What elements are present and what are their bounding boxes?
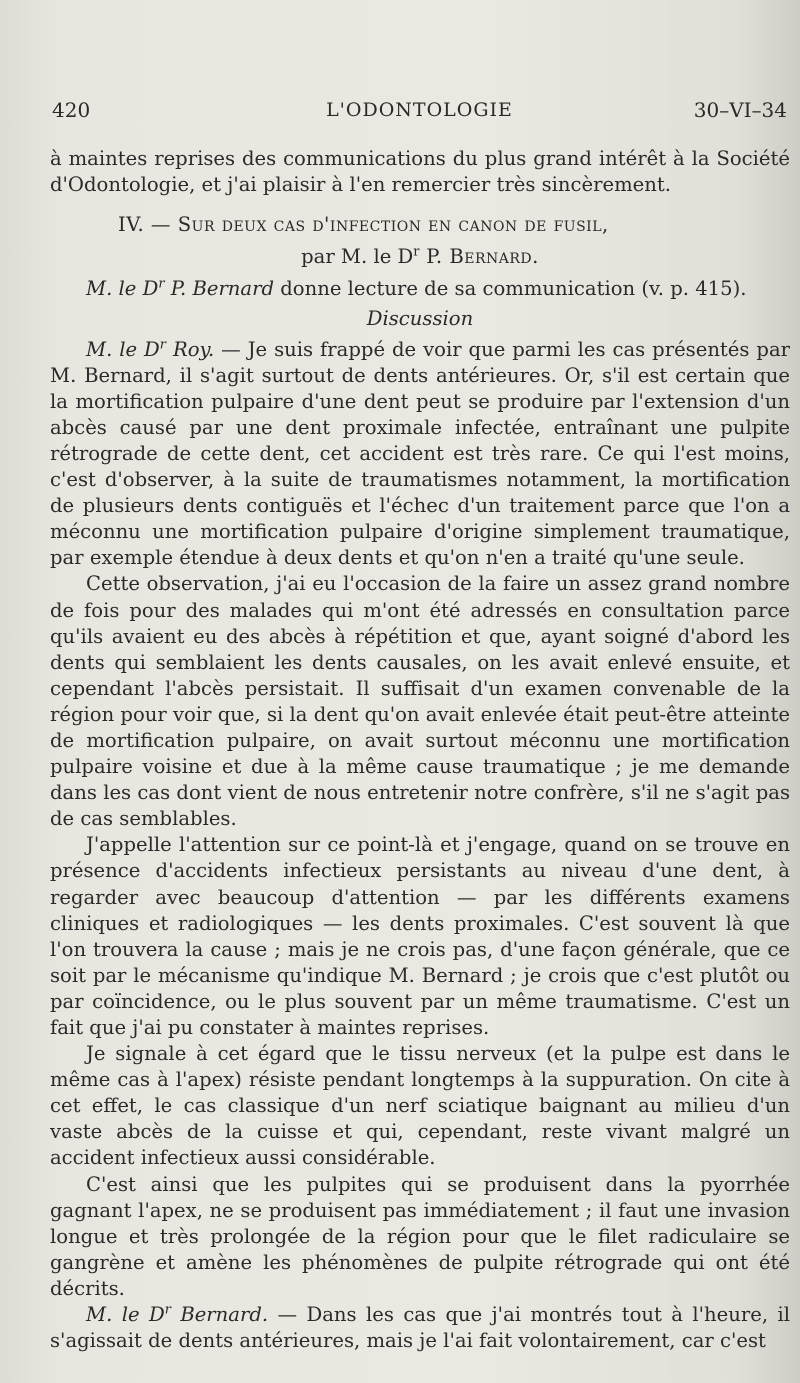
speaker-name: M. le $D^r$ Bernard. [86,1302,269,1327]
observation-paragraph: Cette observation, j'ai eu l'occasion de la faire un assez grand nombre de fois pour des malades qui m'ont été adressés en consultation parce qu'ils avaient eu des abcès à répétition et que, ayant soigné d'abord les dents qui semblaient les dents causales, on les avait enlevé ensuite, et cependant l'abcès persistait. Il suffisait d'un examen convenable de la région pour voir que, si la dent qu'on avait enlevée était peut-être atteinte de mortification pulpaire, on avait surtout méconnu une mortification pulpaire voisine et due à la même cause traumatique ; je me demande dans les cas dont vient de nous entretenir notre confrère, s'il ne s'agit pas de cas semblables. [50,572,790,831]
bernard-paragraph: M. le $D^r$ Bernard. — Dans les cas que j'ai montrés tout à l'heure, il s'agissait de dents antérieures, mais je l'ai fait volontairement, car c'est [50,1302,790,1353]
running-header [52,98,787,128]
section-title: IV. — Sur deux cas d'infection en canon de fusil, [118,213,609,237]
speaker-name: M. le $D^r$ Roy. [86,337,215,361]
reading-paragraph: M. le $D^r$ P. Bernard donne lecture de sa communication (v. p. 415). [86,276,747,301]
discussion-heading: Discussion [366,307,474,331]
pulpites-paragraph: C'est ainsi que les pulpites qui se produisent dans la pyorrhée gagnant l'apex, ne se produisent pas immédiatement ; il faut une invasion longue et très prolongée de la région pour que le filet radiculaire se gangrène et amène les phénomènes de pulpite rétrograde qui ont été décrits. [50,1172,790,1300]
speaker-name: M. le $D^r$ P. Bernard [86,276,275,301]
signale-paragraph: Je signale à cet égard que le tissu nerveux (et la pulpe est dans le même cas à l'apex) résiste pendant longtemps à la suppuration. On cite à cet effet, le cas classique d'un nerf sciatique baignant au milieu d'un vaste abcès de la cuisse et qui, cependant, reste vivant malgré un accident infectieux aussi considérable. [50,1042,790,1170]
roy-paragraph: M. le $D^r$ Roy. — Je suis frappé de voir que parmi les cas présentés par M. Bernard, il s'agit surtout de dents antérieures. Or, s'il est certain que la mortification pulpaire d'une dent peut se produire par l'extension d'un abcès causé par une dent proximale infectée, entraînant une pulpite rétrograde de cette dent, cet accident est très rare. Ce qui l'est moins, c'est d'observer, à la suite de traumatismes notamment, la mortification de plusieurs dents contiguës et l'échec d'un traitement parce que l'on a méconnu une mortification pulpaire d'origine simplement traumatique, par exemple étendue à deux dents et qu'on n'en a traité qu'une seule. [50,337,790,570]
page-number: 420 [52,98,91,122]
attention-paragraph: J'appelle l'attention sur ce point-là et j'engage, quand on se trouve en présence d'accidents infectieux persistants au niveau d'une dent, à regarder avec beaucoup d'attention — par les différents examens cliniques et radiologiques — les dents proximales. C'est souvent là que l'on trouvera la cause ; mais je ne crois pas, d'une façon générale, que ce soit par le mécanisme qu'indique M. Bernard ; je crois que c'est plutôt ou par coïncidence, ou le plus souvent par un même traumatisme. C'est un fait que j'ai pu constater à maintes reprises. [50,833,790,1039]
journal-title: L'ODONTOLOGIE [326,99,513,121]
continuation-paragraph: à maintes reprises des communications du plus grand intérêt à la Société d'Odontologie, et j'ai plaisir à l'en remercier très sincèrement. [50,147,790,197]
author-line: par M. le $D^r$ P. Bernard. [301,244,539,269]
issue-date: 30–VI–34 [693,98,787,122]
body-text [50,146,790,1354]
